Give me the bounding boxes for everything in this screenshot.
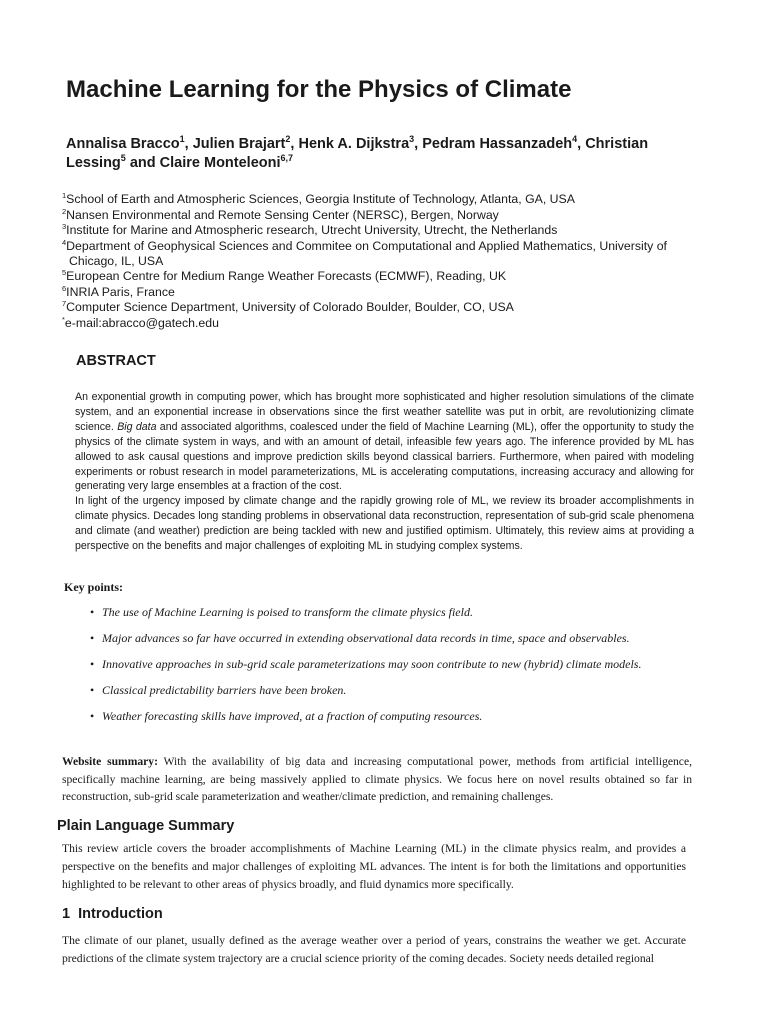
author-name: Julien Brajart	[192, 136, 286, 152]
author-name: Christian Lessing	[66, 136, 649, 171]
key-point-item: • Classical predictability barriers have been broken.	[90, 683, 347, 697]
section-heading-introduction: 1 Introduction	[62, 906, 163, 922]
introduction-body: The climate of our planet, usually defined as the average weather over a period of years, constrains the weather we get. Accurate predictions of the climate system trajectory are a crucial science priority of the coming decades. Society needs detailed regional	[62, 934, 686, 965]
key-points-heading: Key points:	[64, 580, 124, 594]
key-point-item: • Innovative approaches in sub-grid scale parameterizations may soon contribute to new (hybrid) climate models.	[90, 657, 642, 671]
website-summary: Website summary: With the availability of big data and increasing computational power, methods from artificial intelligence, specifically machine learning, are being massively applied to climate physics. We focus here on novel results obtained so far in reconstruction, sub-grid scale parameterization and weather/climate prediction, and remaining challenges.	[62, 755, 692, 803]
affiliation: $^6$INRIA Paris, France	[62, 283, 175, 299]
plain-language-summary: This review article covers the broader accomplishments of Machine Learning (ML) in the climate physics realm, and provides a perspective on the benefits and major challenges of exploiting ML advances. The intent is for both the limitations and opportunities highlighted to be relevant to other areas of physics broadly, and fluid dynamics more specifically.	[62, 842, 686, 891]
abstract-paragraph: An exponential growth in computing power, which has brought more sophisticated and higher resolution simulations of the climate system, and an exponential increase in observations since the first weather satellite was put in orbit, are revolutionizing climate science. Big data and associated algorithms, coalesced under the field of Machine Learning (ML), offer the opportunity to study the physics of the climate system in ways, and with an amount of detail, infeasible few years ago. The inference provided by ML has allowed to ask causal questions and improve prediction skills beyond classical barriers. Furthermore, when paired with modeling experiments or robust research in model parameterizations, ML is accelerating computations, increasing accuracy and allowing for generating very large ensembles at a fraction of the cost.	[75, 391, 695, 493]
affiliation: $^7$Computer Science Department, University of Colorado Boulder, Boulder, CO, USA	[62, 298, 514, 314]
key-point-item: • Weather forecasting skills have improved, at a fraction of computing resources.	[90, 709, 483, 723]
affiliation: $^1$School of Earth and Atmospheric Sciences, Georgia Institute of Technology, Atlanta, GA, USA	[62, 190, 575, 206]
author-affiliation-mark: 1	[179, 134, 185, 145]
author-list: Annalisa Bracco$^1$, Julien Brajart$^2$, Henk A. Dijkstra$^3$, Pedram Hassanzadeh$^4$, Christian Lessing$^5$ and Claire Monteleoni$^{6,7}$	[66, 134, 649, 171]
affiliation: $^4$Department of Geophysical Sciences and Commitee on Computational and Applied Mathematics, University of	[62, 237, 667, 253]
affiliation: $^3$Institute for Marine and Atmospheric research, Utrecht University, Utrecht, the Netherlands	[62, 221, 558, 237]
author-name: Pedram Hassanzadeh	[422, 136, 573, 152]
author-affiliation-mark: 2	[285, 134, 291, 145]
author-affiliation-mark: 5	[120, 153, 126, 164]
affiliation-continued: Chicago, IL, USA	[69, 254, 164, 268]
author-name: Henk A. Dijkstra	[298, 136, 410, 152]
key-point-item: • The use of Machine Learning is poised to transform the climate physics field.	[90, 605, 473, 619]
author-affiliation-mark: 6,7	[280, 153, 294, 164]
abstract-heading: ABSTRACT	[76, 353, 156, 369]
abstract-paragraph: In light of the urgency imposed by climate change and the rapidly growing role of ML, we review its broader accomplishments in climate physics. Decades long standing problems in observational data reconstruction, representation of sub-grid scale phenomena and climate (and weather) prediction are being tackled with new and justified optimism. Ultimately, this review aims at providing a perspective on the benefits and major challenges of exploiting ML in studying complex systems.	[75, 495, 694, 553]
plain-language-heading: Plain Language Summary	[57, 818, 235, 834]
affiliation: $^5$European Centre for Medium Range Weather Forecasts (ECMWF), Reading, UK	[62, 267, 507, 283]
author-affiliation-mark: 3	[409, 134, 415, 145]
author-name: Claire Monteleoni	[159, 155, 281, 171]
key-point-item: • Major advances so far have occurred in extending observational data records in time, space and observables.	[90, 631, 630, 645]
abstract-body	[75, 390, 694, 554]
author-name: Annalisa Bracco	[66, 136, 180, 152]
author-affiliation-mark: 4	[572, 134, 578, 145]
affiliation: $^2$Nansen Environmental and Remote Sensing Center (NERSC), Bergen, Norway	[62, 206, 499, 222]
corresponding-email: *e-mail:abracco@gatech.edu	[62, 314, 219, 330]
paper-title: Machine Learning for the Physics of Climate	[66, 76, 572, 103]
